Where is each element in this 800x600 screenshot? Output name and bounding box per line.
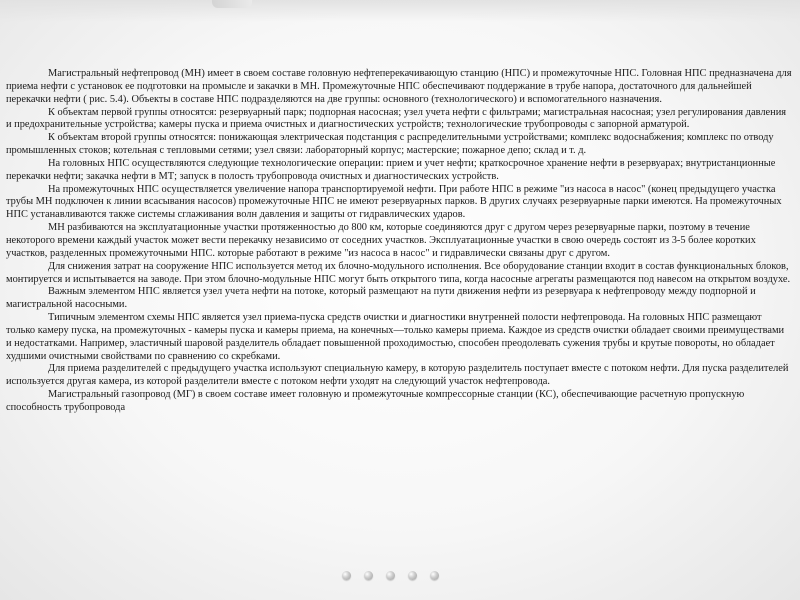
paragraph: Важным элементом НПС является узел учета нефти на потоке, который размещают на пути движения нефти из резервуара к нефтепроводу между подпорной и магистральной насосными. (6, 286, 756, 311)
paragraph: Типичным элементом схемы НПС является узел приема-пуска средств очистки и диагностики внутренней полости нефтепровода. На головных НПС размещают только камеру пуска, на промежуточных - камеры пуска и камеры приема, на конечных—только камеры приема. Каждое из средств очистки обладает своими преимуществами и недостатками. Например, эластичный шаровой разделитель обладает повышенной проходимостью, способен преодолевать сужения трубы и крутые повороты, но обладает худшими очистными свойствами по сравнению со скребками. (6, 312, 785, 362)
top-tab-decoration (212, 0, 252, 8)
top-shade-band (0, 0, 800, 22)
document-text (6, 68, 792, 538)
slide-dots-decoration (0, 568, 800, 584)
paragraph: К объектам первой группы относятся: резервуарный парк; подпорная насосная; узел учета нефти с фильтрами; магистральная насосная; узел регулирования давления и предохранительные устройства; камеры пуска и приема очистных и диагностических устройств; технологические трубопроводы с запорной арматурой. (6, 106, 787, 131)
paragraph: Магистральный газопровод (МГ) в своем составе имеет головную и промежуточные компрессорные станции (КС), обеспечивающие расчетную пропускную способность трубопровода (6, 389, 745, 413)
paragraph: К объектам второй группы относятся: понижающая электрическая подстанция с распределительными устройствами; комплекс водоснабжения; комплекс по отводу промышленных стоков; котельная с тепловыми сетями; узел связи: лабораторный корпус; мастерские; пожарное депо; склад и т. д. (6, 132, 774, 157)
paragraph: На головных НПС осуществляются следующие технологические операции: прием и учет нефти; краткосрочное хранение нефти в резервуарах; внутристанционные перекачки нефти; закачка нефти в МТ; запуск в полость трубопровода очистных и диагностических устройств. (6, 157, 776, 182)
dot-icon (430, 571, 439, 580)
paragraph: Для снижения затрат на сооружение НПС используется метод их блочно-модульного исполнения. Все оборудование станции входит в состав функциональных блоков, монтируется и испытывается на заводе. При этом блочно-модульные НПС могут быть открытого типа, когда насосные агрегаты размещаются под навесом на открытом воздухе. (6, 260, 791, 285)
dot-icon (386, 571, 395, 580)
dot-icon (342, 571, 351, 580)
paragraph: Для приема разделителей с предыдущего участка используют специальную камеру, в которую разделитель поступает вместе с потоком нефти. Для пуска разделителей используется другая камера, из которой разделители вместе с потоком нефти уходят на следующий участок нефтепровода. (6, 363, 789, 388)
paragraph: Магистральный нефтепровод (МН) имеет в своем составе головную нефтеперекачивающую станцию (НПС) и промежуточные НПС. Головная НПС предназначена для приема нефти с установок ее подготовки на промысле и закачки в МН. Промежуточные НПС обеспечивают поддержание в трубе напора, достаточного для дальнейшей перекачки нефти ( рис. 5.4). Объекты в составе НПС подразделяются на две группы: основного (технологического) и вспомогательного назначения. (6, 68, 792, 105)
paragraph: МН разбиваются на эксплуатационные участки протяженностью до 800 км, которые соединяются друг с другом через резервуарные парки, поэтому в течение некоторого времени каждый участок может вести перекачку независимо от соседних участков. Эксплуатационные участки в свою очередь состоят из 3-5 более коротких участков, разделенных промежуточными НПС. которые работают в режиме "из насоса в насос" и гидравлически связаны друг с другом. (6, 222, 756, 259)
dot-icon (364, 571, 373, 580)
paragraph: На промежуточных НПС осуществляется увеличение напора транспортируемой нефти. При работе НПС в режиме "из насоса в насос" (конец предыдущего участка трубы МН подключен к линии всасывания насосов) промежуточные НПС не имеют резервуарных парков. В других случаях резервуарные парки имеются. На промежуточных НПС устанавливаются также системы сглаживания волн давления и защиты от гидравлических ударов. (6, 183, 782, 221)
dot-icon (408, 571, 417, 580)
